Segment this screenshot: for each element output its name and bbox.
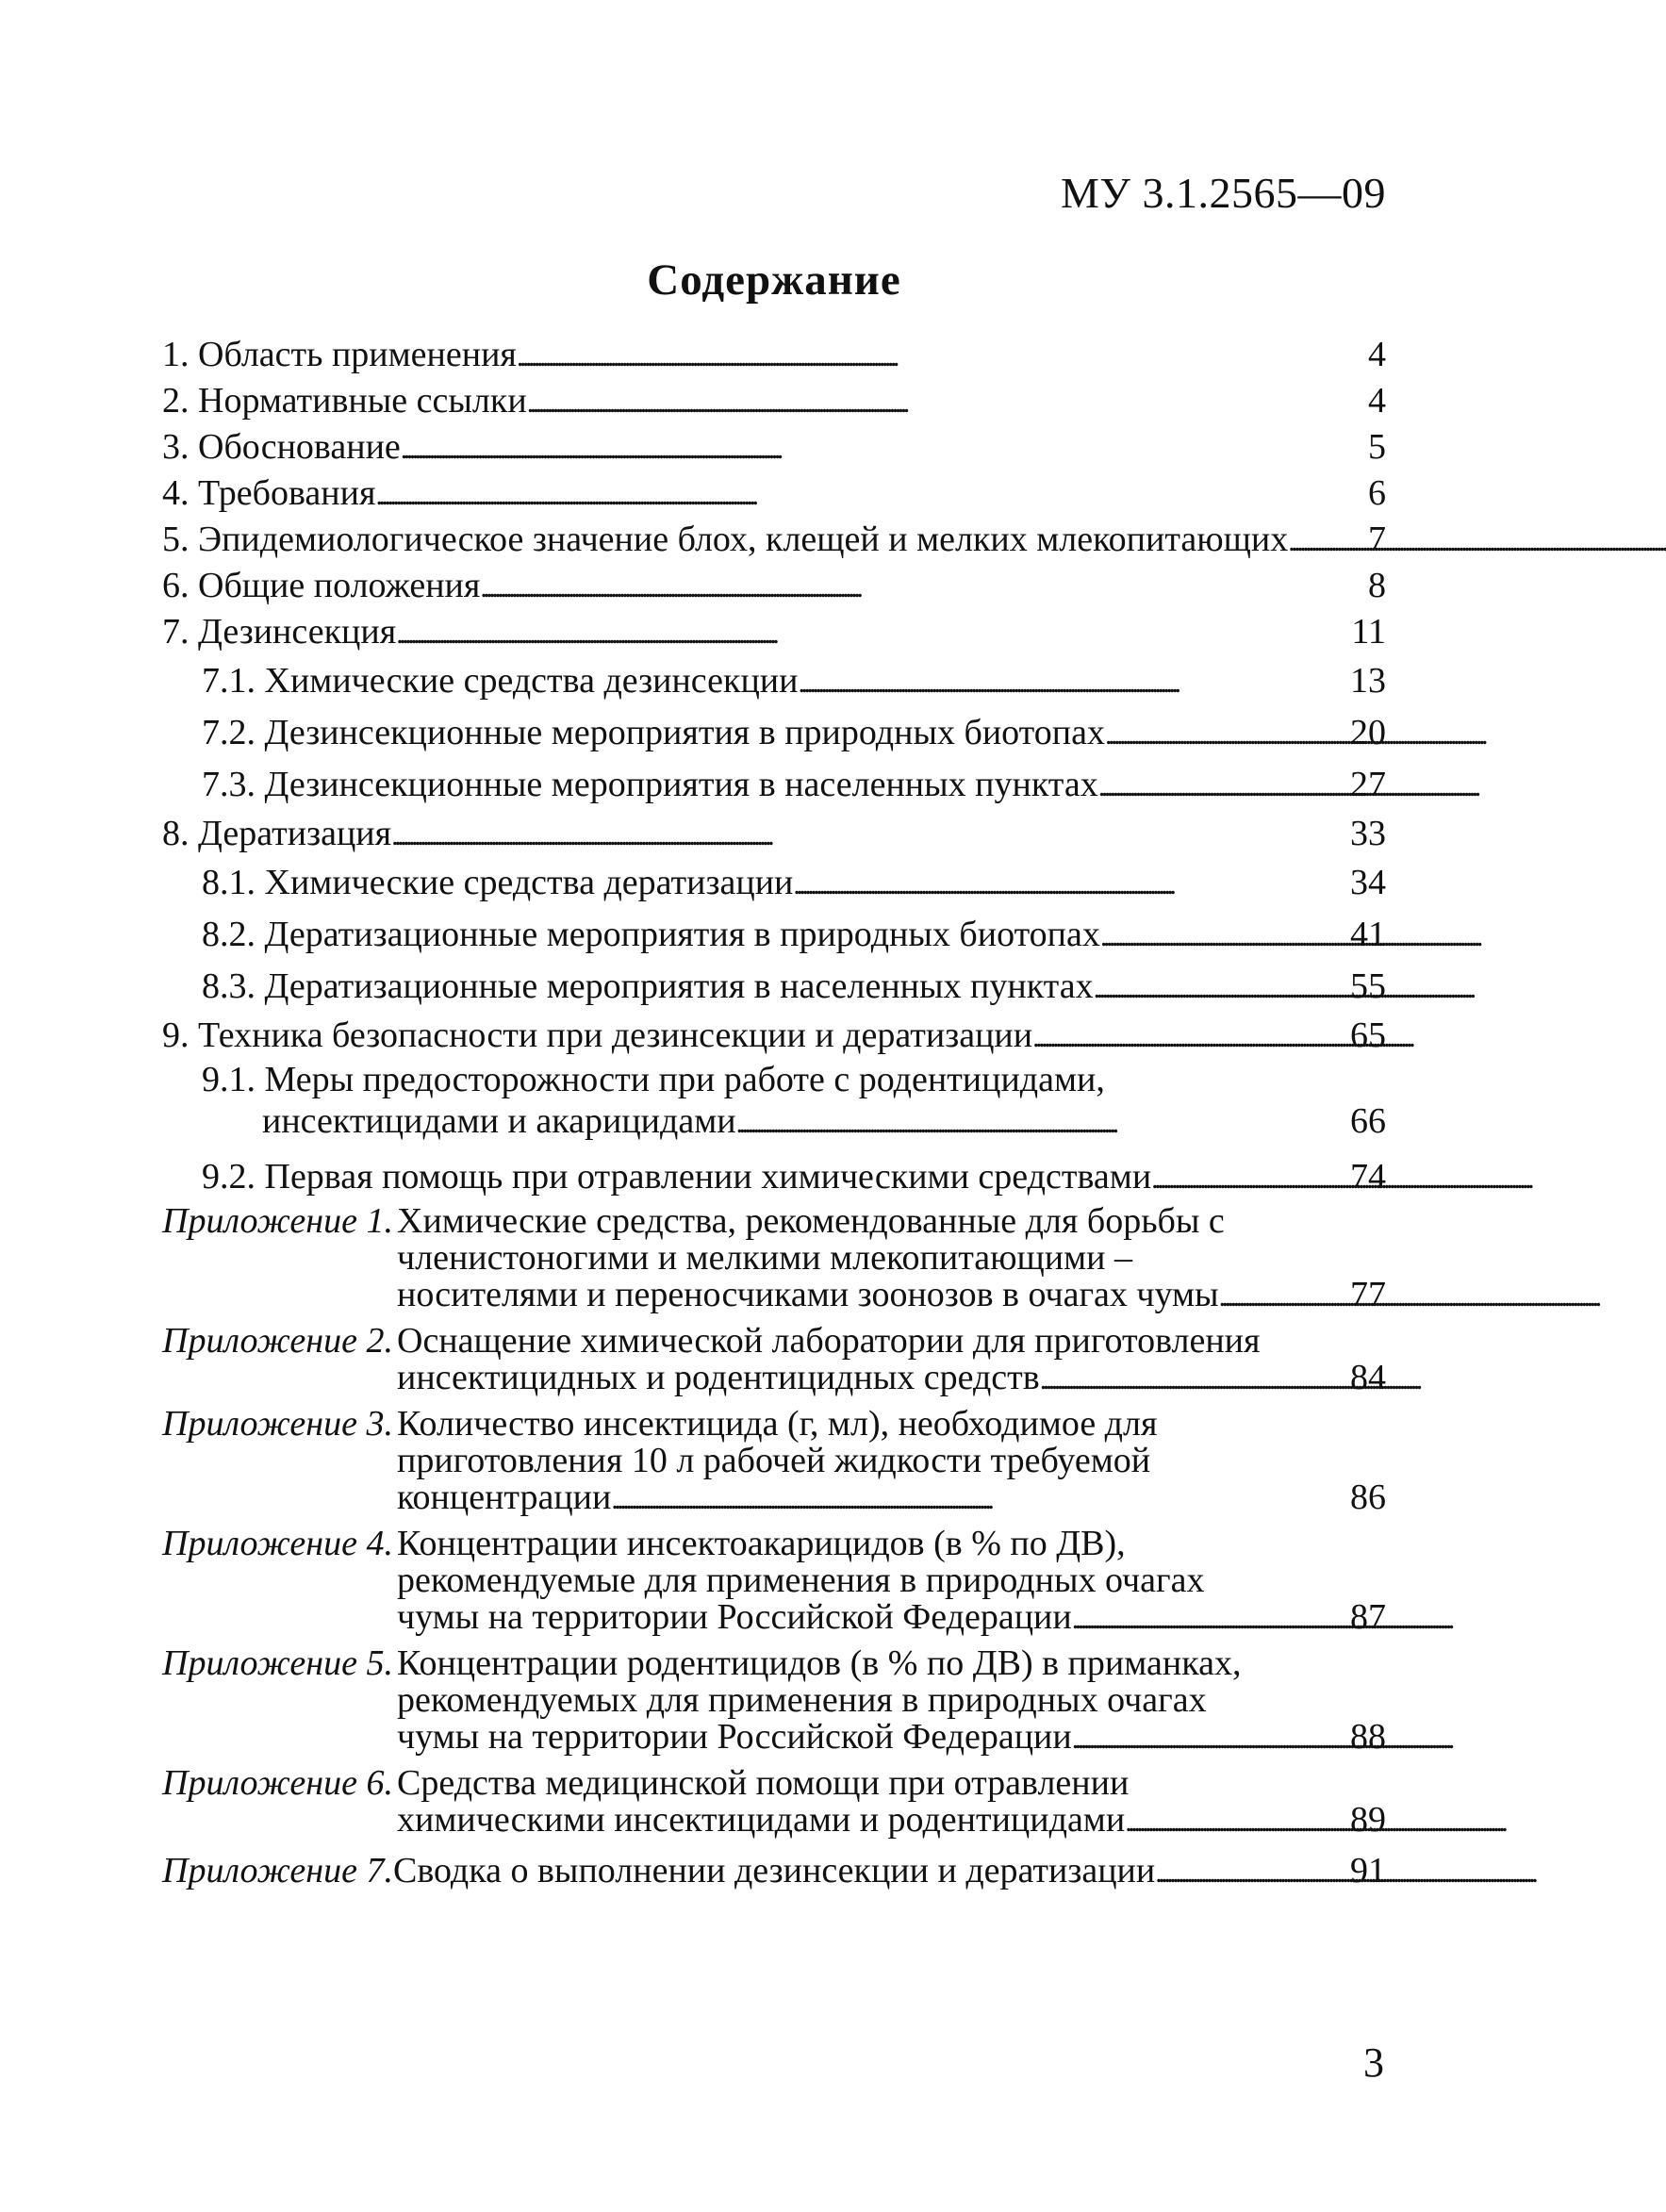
section-title: рекомендуемых для применения в природных очагах xyxy=(397,1680,1207,1720)
section-title: чумы на территории Российской Федерации xyxy=(397,1717,1072,1757)
toc-appendix-entry xyxy=(162,1406,1386,1516)
leader-dots xyxy=(1040,1360,1348,1398)
section-number: 9.2. xyxy=(202,1157,265,1197)
toc-line xyxy=(162,378,1386,424)
toc-line xyxy=(162,1479,1386,1516)
section-number: 9. xyxy=(162,1015,198,1055)
toc-entry xyxy=(162,378,1386,424)
appendix-label: Приложение 1. xyxy=(162,1201,393,1241)
toc-line xyxy=(202,1100,1386,1142)
section-title: рекомендуемые для применения в природных очагах xyxy=(397,1560,1205,1600)
section-title: Общие положения xyxy=(198,566,481,605)
toc-page-number: 74 xyxy=(1350,1157,1386,1197)
toc-page-number: 55 xyxy=(1350,966,1386,1006)
toc-line xyxy=(162,1562,1386,1599)
toc-page-number: 33 xyxy=(1350,814,1386,853)
section-number: 7. xyxy=(162,612,198,652)
toc-line xyxy=(162,1765,1386,1802)
section-number: 4. xyxy=(162,473,198,513)
toc-entry xyxy=(162,609,1386,655)
section-number: 8. xyxy=(162,814,198,853)
section-title: Меры предосторожности при работе с родентицидами, xyxy=(264,1060,1105,1099)
section-title: химическими инсектицидами и родентицидами xyxy=(397,1800,1126,1840)
toc-page-number: 27 xyxy=(1350,765,1386,804)
toc-line xyxy=(162,1848,1386,1894)
toc-page-number: 34 xyxy=(1350,863,1386,902)
leader-dots xyxy=(1151,1151,1348,1205)
toc-entry xyxy=(162,1013,1386,1059)
section-title: Область применения xyxy=(198,335,517,374)
toc-page-number: 11 xyxy=(1351,612,1386,652)
section-title: Средства медицинской помощи при отравлении xyxy=(397,1763,1130,1803)
toc-line xyxy=(162,1719,1386,1756)
toc-page-number: 91 xyxy=(1350,1851,1386,1890)
section-number: 7.3. xyxy=(202,765,265,804)
section-number: 3. xyxy=(162,427,198,467)
toc-page-number: 4 xyxy=(1368,381,1386,421)
appendix-label: Приложение 3. xyxy=(162,1404,393,1444)
section-title: Обоснование xyxy=(198,427,401,467)
section-title: Нормативные ссылки xyxy=(198,381,527,421)
toc-line xyxy=(202,961,1386,1013)
toc-entry xyxy=(162,857,1386,909)
toc-line xyxy=(202,857,1386,909)
toc-page-number: 86 xyxy=(1350,1477,1386,1517)
section-title: Концентрации инсектоакарицидов (в % по ДВ), xyxy=(397,1524,1126,1563)
section-title: концентрации xyxy=(397,1477,612,1517)
toc-page-number: 6 xyxy=(1368,473,1386,513)
appendix-label: Приложение 2. xyxy=(162,1321,393,1361)
leader-dots xyxy=(480,563,1366,611)
section-title: Химические средства дезинсекции xyxy=(264,661,799,701)
toc-line xyxy=(162,1599,1386,1636)
leader-dots xyxy=(1094,961,1348,1015)
section-title: носителями и переносчиками зоонозов в очагах чумы xyxy=(397,1275,1219,1314)
leader-dots xyxy=(1155,1848,1348,1896)
leader-dots xyxy=(1219,1277,1348,1315)
section-title: Концентрации родентицидов (в % по ДВ) в приманках, xyxy=(397,1643,1242,1683)
section-title: Требования xyxy=(198,473,376,513)
toc-page-number: 89 xyxy=(1350,1800,1386,1840)
toc-line xyxy=(162,563,1386,609)
section-title: Техника безопасности при дезинсекции и дератизации xyxy=(198,1015,1033,1055)
section-title: Дезинсекция xyxy=(198,612,397,652)
section-number: 2. xyxy=(162,381,198,421)
page-number: 3 xyxy=(1363,2039,1384,2086)
section-number: 7.2. xyxy=(202,713,265,752)
toc-page-number: 8 xyxy=(1368,566,1386,605)
leader-dots xyxy=(391,811,1348,859)
section-title: чумы на территории Российской Федерации xyxy=(397,1597,1072,1637)
toc-page-number: 66 xyxy=(1350,1101,1386,1141)
leader-dots xyxy=(1105,707,1348,761)
toc-line xyxy=(202,909,1386,961)
toc-line xyxy=(202,707,1386,759)
toc-page-number: 20 xyxy=(1350,713,1386,752)
section-title: инсектицидами и акарицидами xyxy=(262,1101,736,1141)
document-code: МУ 3.1.2565—09 xyxy=(1061,169,1386,217)
section-title: членистоногими и мелкими млекопитающими – xyxy=(397,1238,1133,1278)
appendix-label: Приложение 6. xyxy=(162,1763,393,1803)
section-title: приготовления 10 л рабочей жидкости требуемой xyxy=(397,1441,1151,1480)
toc-line xyxy=(162,470,1386,517)
toc-line xyxy=(162,1323,1386,1360)
toc-entry xyxy=(162,811,1386,857)
section-number: 8.1. xyxy=(202,863,265,902)
toc-appendix-entry xyxy=(162,1765,1386,1839)
toc-entry xyxy=(162,707,1386,759)
toc-line xyxy=(162,517,1386,563)
toc-entry xyxy=(162,909,1386,961)
toc-page-number: 87 xyxy=(1350,1597,1386,1637)
toc-line xyxy=(162,1645,1386,1682)
leader-dots xyxy=(793,857,1348,911)
toc-entry xyxy=(162,1059,1386,1142)
section-title: Химические средства дератизации xyxy=(264,863,794,902)
toc-line xyxy=(162,1443,1386,1479)
section-title: Эпидемиологическое значение блох, клещей и мелких млекопитающих xyxy=(198,520,1289,559)
toc-page-number: 13 xyxy=(1350,661,1386,701)
toc-entry xyxy=(162,563,1386,609)
toc-entry xyxy=(162,1151,1386,1203)
section-title: Дератизация xyxy=(198,814,392,853)
toc-line xyxy=(202,759,1386,811)
appendix-label: Приложение 4. xyxy=(162,1524,393,1563)
leader-dots xyxy=(1125,1802,1348,1841)
section-title: Дезинсекционные мероприятия в природных биотопах xyxy=(264,713,1105,752)
section-number: 8.3. xyxy=(202,966,265,1006)
leader-dots xyxy=(401,424,1366,472)
toc-page-number: 65 xyxy=(1350,1015,1386,1055)
toc-line xyxy=(162,332,1386,378)
toc-appendix-entry xyxy=(162,1203,1386,1313)
toc-line xyxy=(162,1203,1386,1240)
toc-line xyxy=(162,609,1386,655)
toc-appendix-entry xyxy=(162,1848,1386,1894)
toc-appendix-entry xyxy=(162,1323,1386,1396)
leader-dots xyxy=(1072,1719,1348,1758)
toc-entry xyxy=(162,332,1386,378)
section-title: Дератизационные мероприятия в природных биотопах xyxy=(264,915,1100,954)
section-number: 8.2. xyxy=(202,915,265,954)
toc-line xyxy=(162,1360,1386,1396)
section-number: 7.1. xyxy=(202,661,265,701)
toc-line xyxy=(162,1406,1386,1443)
section-number: 1. xyxy=(162,335,198,374)
toc-line xyxy=(162,1526,1386,1562)
section-title: Дезинсекционные мероприятия в населенных пунктах xyxy=(264,765,1098,804)
appendix-label: Приложение 7. xyxy=(162,1851,393,1890)
leader-dots xyxy=(1100,909,1348,963)
section-number: 5. xyxy=(162,520,198,559)
toc-page-number: 88 xyxy=(1350,1717,1386,1757)
leader-dots xyxy=(798,655,1348,709)
toc-line xyxy=(162,1802,1386,1839)
toc-line xyxy=(162,1682,1386,1719)
section-title: Количество инсектицида (г, мл), необходимое для xyxy=(397,1404,1158,1444)
section-number: 6. xyxy=(162,566,198,605)
section-title: инсектицидных и родентицидных средств xyxy=(397,1358,1040,1397)
toc-page-number: 41 xyxy=(1350,915,1386,954)
toc-page-number: 84 xyxy=(1350,1358,1386,1397)
appendix-label: Приложение 5. xyxy=(162,1643,393,1683)
toc-line xyxy=(202,1151,1386,1203)
toc-entry xyxy=(162,961,1386,1013)
page-title: Содержание xyxy=(647,256,901,305)
toc-line xyxy=(202,655,1386,707)
toc-line xyxy=(162,1277,1386,1313)
toc-page-number: 77 xyxy=(1350,1275,1386,1314)
leader-dots xyxy=(1098,759,1348,813)
toc-entry xyxy=(162,655,1386,707)
leader-dots xyxy=(1032,1013,1348,1061)
section-title: Химические средства, рекомендованные для борьбы с xyxy=(397,1201,1225,1241)
leader-dots xyxy=(527,378,1366,426)
toc-line xyxy=(202,1059,1386,1100)
toc-appendix-entry xyxy=(162,1645,1386,1756)
toc-line xyxy=(162,424,1386,470)
leader-dots xyxy=(736,1100,1348,1145)
toc-entry xyxy=(162,424,1386,470)
leader-dots xyxy=(517,332,1366,380)
toc-page-number: 5 xyxy=(1368,427,1386,467)
toc-appendix-entry xyxy=(162,1526,1386,1636)
toc-entry xyxy=(162,759,1386,811)
toc-line xyxy=(162,1013,1386,1059)
toc-page-number: 7 xyxy=(1368,520,1386,559)
toc-entry xyxy=(162,517,1386,563)
leader-dots xyxy=(375,470,1366,519)
section-number: 9.1. xyxy=(202,1060,265,1099)
toc-line xyxy=(162,1240,1386,1277)
leader-dots xyxy=(396,609,1349,657)
toc-line xyxy=(162,811,1386,857)
toc-entry xyxy=(162,470,1386,517)
table-of-contents xyxy=(162,332,1386,1894)
section-title: Первая помощь при отравлении химическими средствами xyxy=(264,1157,1152,1197)
section-title: Оснащение химической лаборатории для приготовления xyxy=(397,1321,1261,1361)
leader-dots xyxy=(611,1479,1348,1518)
section-title: Дератизационные мероприятия в населенных пунктах xyxy=(264,966,1094,1006)
toc-page-number: 4 xyxy=(1368,335,1386,374)
leader-dots xyxy=(1072,1599,1348,1638)
leader-dots xyxy=(1288,517,1366,565)
section-title: Сводка о выполнении дезинсекции и дератизации xyxy=(392,1851,1156,1890)
